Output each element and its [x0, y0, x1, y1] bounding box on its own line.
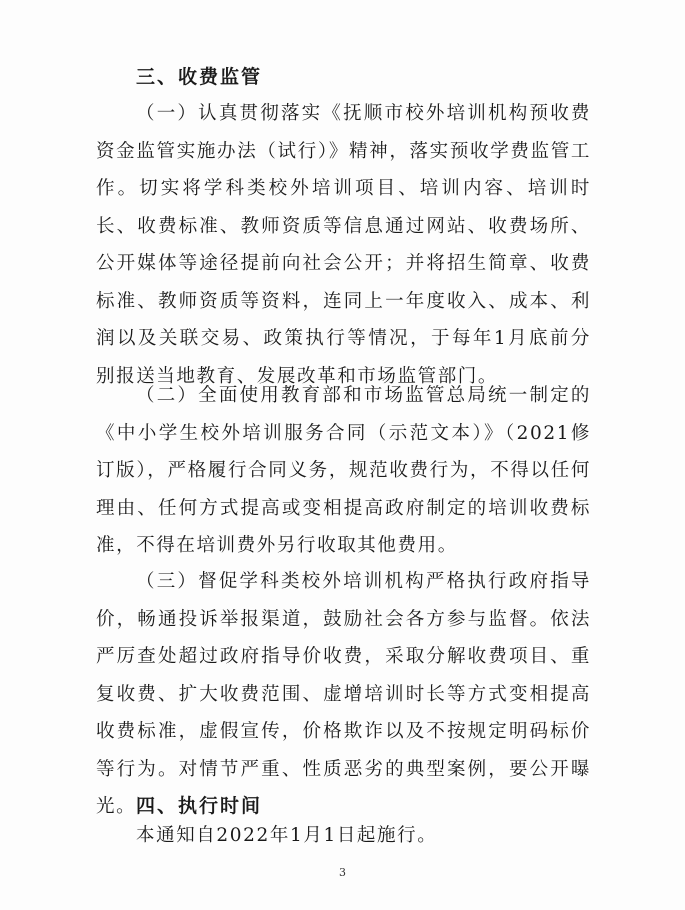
section-heading-fee-supervision: 三、收费监管 — [136, 66, 263, 88]
page-number: 3 — [339, 866, 346, 879]
section-heading-effective-date: 四、执行时间 — [136, 795, 263, 817]
effective-date-text: 本通知自2022年1月1日起施行。 — [136, 825, 438, 846]
paragraph-1: （一）认真贯彻落实《抚顺市校外培训机构预收费资金监管实施办法（试行）》精神，落实预收学费监管工作。切实将学科类校外培训项目、培训内容、培训时长、收费标准、教师资质等信息通过网站、收费场所、公开媒体等途径提前向社会公开；并将招生简章、收费标准、教师资质等资料，连同上一年度收入、成本、利润以及关联交易、政策执行等情况，于每年1月底前分别报送当地教育、发展改革和市场监管部门。 — [96, 103, 591, 387]
paragraph-3: （三）督促学科类校外培训机构严格执行政府指导价，畅通投诉举报渠道，鼓励社会各方参与监督。依法严厉查处超过政府指导价收费，采取分解收费项目、重复收费、扩大收费范围、虚增培训时长等方式变相提高收费标准，虚假宣传，价格欺诈以及不按规定明码标价等行为。对情节严重、性质恶劣的典型案例，要公开曝光。 — [96, 571, 591, 817]
paragraph-2: （二）全面使用教育部和市场监管总局统一制定的《中小学生校外培训服务合同（示范文本）》（2021修订版），严格履行合同义务，规范收费行为，不得以任何理由、任何方式提高或变相提高政府制定的培训收费标准，不得在培训费外另行收取其他费用。 — [96, 385, 591, 556]
